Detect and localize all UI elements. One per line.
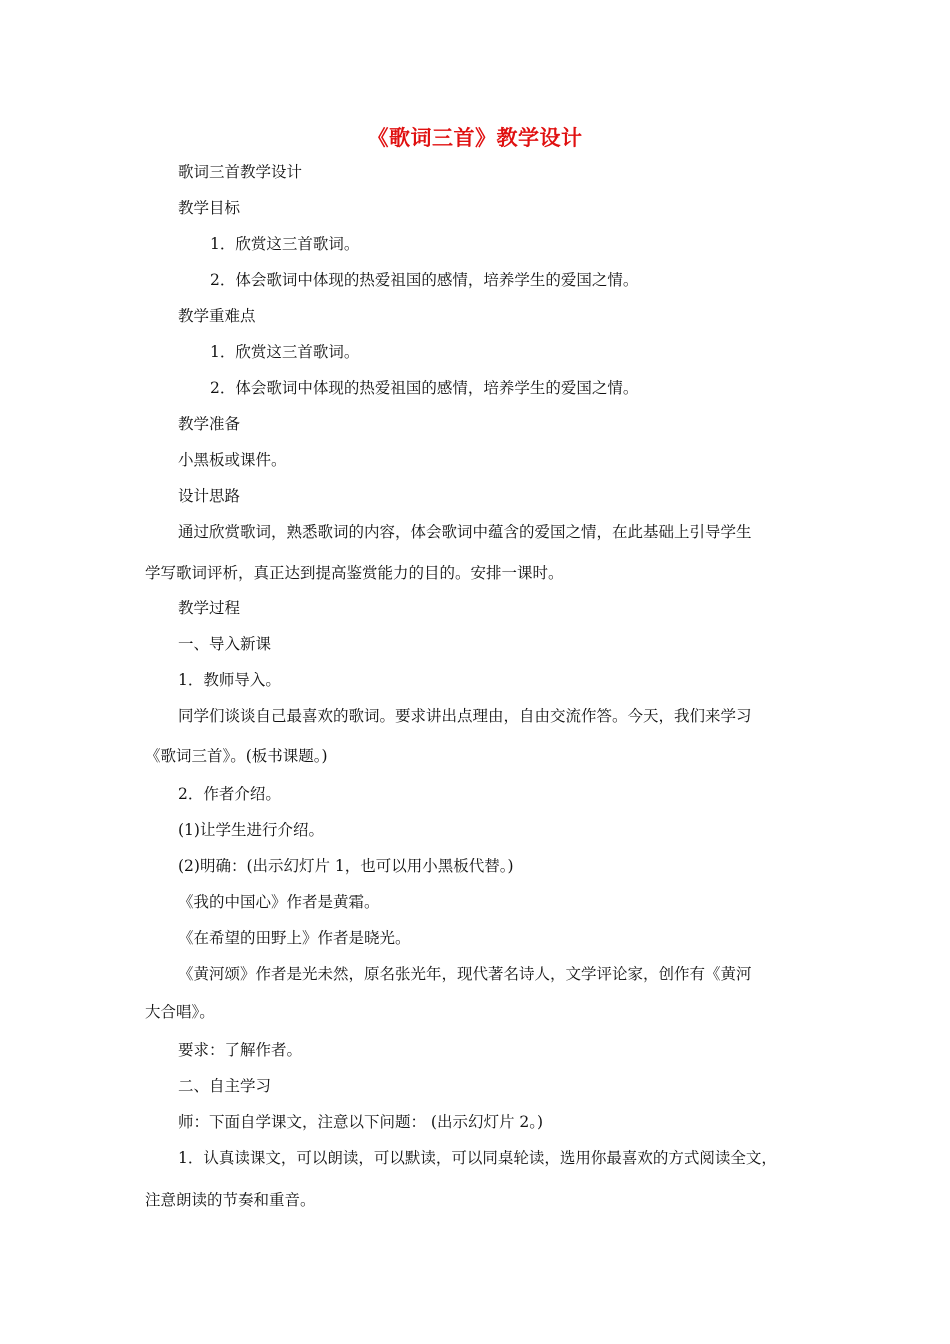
paragraph-line: 注意朗读的节奏和重音。 [145,1191,316,1209]
section-heading-preparation: 教学准备 [178,415,241,433]
text-line: 《我的中国心》作者是黄霜。 [178,893,380,911]
list-item: 1．欣赏这三首歌词。 [210,235,360,253]
section-heading-difficulties: 教学重难点 [178,307,256,325]
text-line: 要求：了解作者。 [178,1041,303,1059]
list-item: 2．作者介绍。 [178,785,281,803]
paragraph-line: 《黄河颂》作者是光未然，原名张光年，现代著名诗人，文学评论家，创作有《黄河 [178,965,752,983]
paragraph-line: 《歌词三首》。(板书课题。) [145,747,328,765]
paragraph-line: 1．认真读课文，可以朗读，可以默读，可以同桌轮读，选用你最喜欢的方式阅读全文， [178,1149,777,1167]
text-line: 师：下面自学课文，注意以下问题： (出示幻灯片 2。) [178,1113,544,1131]
paragraph-line: 同学们谈谈自己最喜欢的歌词。要求讲出点理由，自由交流作答。今天，我们来学习 [178,707,752,725]
subsection-heading: 一、导入新课 [178,635,272,653]
text-line: 歌词三首教学设计 [178,163,303,181]
text-line: 小黑板或课件。 [178,451,287,469]
section-heading-process: 教学过程 [178,599,241,617]
section-heading-design: 设计思路 [178,487,241,505]
list-item: 1．教师导入。 [178,671,281,689]
document-title: 《歌词三首》教学设计 [367,126,583,150]
list-item: 1．欣赏这三首歌词。 [210,343,360,361]
text-line: 《在希望的田野上》作者是晓光。 [178,929,411,947]
list-item: 2．体会歌词中体现的热爱祖国的感情，培养学生的爱国之情。 [210,379,639,397]
paragraph-line: 学写歌词评析，真正达到提高鉴赏能力的目的。安排一课时。 [145,564,564,582]
list-item: 2．体会歌词中体现的热爱祖国的感情，培养学生的爱国之情。 [210,271,639,289]
paragraph-line: 通过欣赏歌词，熟悉歌词的内容，体会歌词中蕴含的爱国之情，在此基础上引导学生 [178,523,752,541]
section-heading-goals: 教学目标 [178,199,241,217]
subsection-heading: 二、自主学习 [178,1077,272,1095]
paragraph-line: 大合唱》。 [145,1003,215,1021]
list-item: (1)让学生进行介绍。 [178,821,324,839]
list-item: (2)明确：(出示幻灯片 1，也可以用小黑板代替。) [178,857,514,875]
